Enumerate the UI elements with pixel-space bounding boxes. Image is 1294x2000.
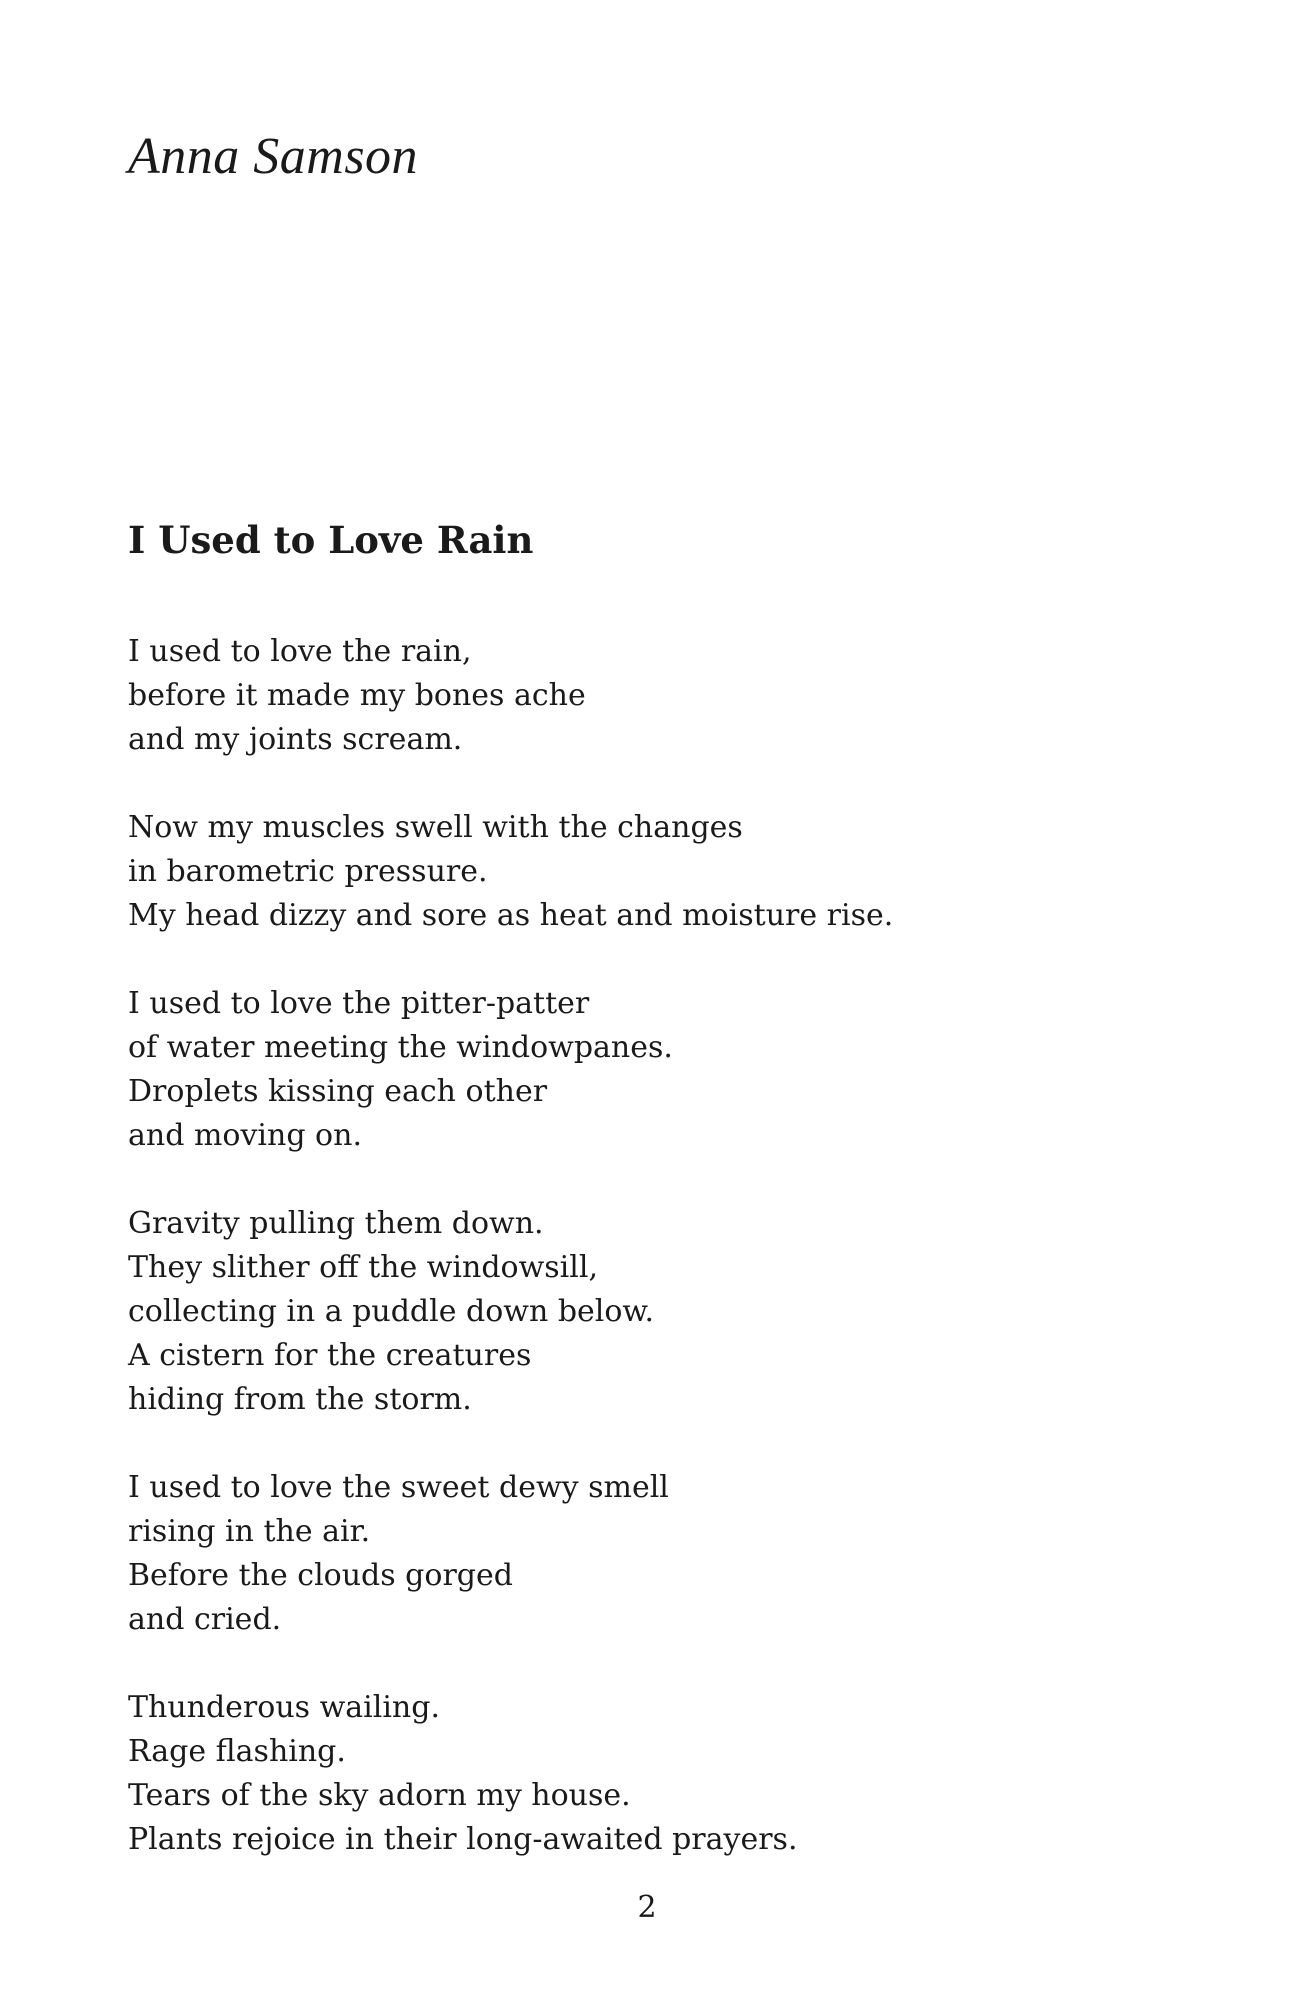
poem-line: and moving on. xyxy=(128,1118,362,1153)
poem-line: Rage flashing. xyxy=(128,1734,346,1769)
poem-line: in barometric pressure. xyxy=(128,854,488,889)
stanza xyxy=(128,1202,893,1422)
poem-line: Before the clouds gorged xyxy=(128,1558,513,1593)
poem-line: of water meeting the windowpanes. xyxy=(128,1030,673,1065)
poem-line: collecting in a puddle down below. xyxy=(128,1294,655,1329)
poem-line: My head dizzy and sore as heat and moisture rise. xyxy=(128,898,894,933)
stanza xyxy=(128,806,893,938)
poem-line: A cistern for the creatures xyxy=(128,1338,532,1373)
poem-line: Now my muscles swell with the changes xyxy=(128,810,743,845)
poem-line: rising in the air. xyxy=(128,1514,371,1549)
poem-line: Tears of the sky adorn my house. xyxy=(128,1778,631,1813)
page-number: 2 xyxy=(637,1890,657,1925)
stanza xyxy=(128,1686,893,1862)
poem-line: I used to love the sweet dewy smell xyxy=(128,1470,669,1505)
stanza xyxy=(128,1466,893,1642)
stanza xyxy=(128,630,893,762)
poem-line: I used to love the rain, xyxy=(128,634,472,669)
poem-title: I Used to Love Rain xyxy=(128,518,534,562)
poem-line: They slither off the windowsill, xyxy=(128,1250,598,1285)
poem-line: Thunderous wailing. xyxy=(128,1690,440,1725)
poem-line: Gravity pulling them down. xyxy=(128,1206,544,1241)
poem-line: I used to love the pitter-patter xyxy=(128,986,590,1021)
stanza xyxy=(128,982,893,1158)
poem-line: Plants rejoice in their long-awaited prayers. xyxy=(128,1822,798,1857)
poem-line: hiding from the storm. xyxy=(128,1382,472,1417)
poem-line: and my joints scream. xyxy=(128,722,463,757)
poem-body xyxy=(128,630,893,1906)
poem-line: before it made my bones ache xyxy=(128,678,586,713)
poem-line: Droplets kissing each other xyxy=(128,1074,548,1109)
author-name: Anna Samson xyxy=(128,128,419,185)
poem-line: and cried. xyxy=(128,1602,282,1637)
